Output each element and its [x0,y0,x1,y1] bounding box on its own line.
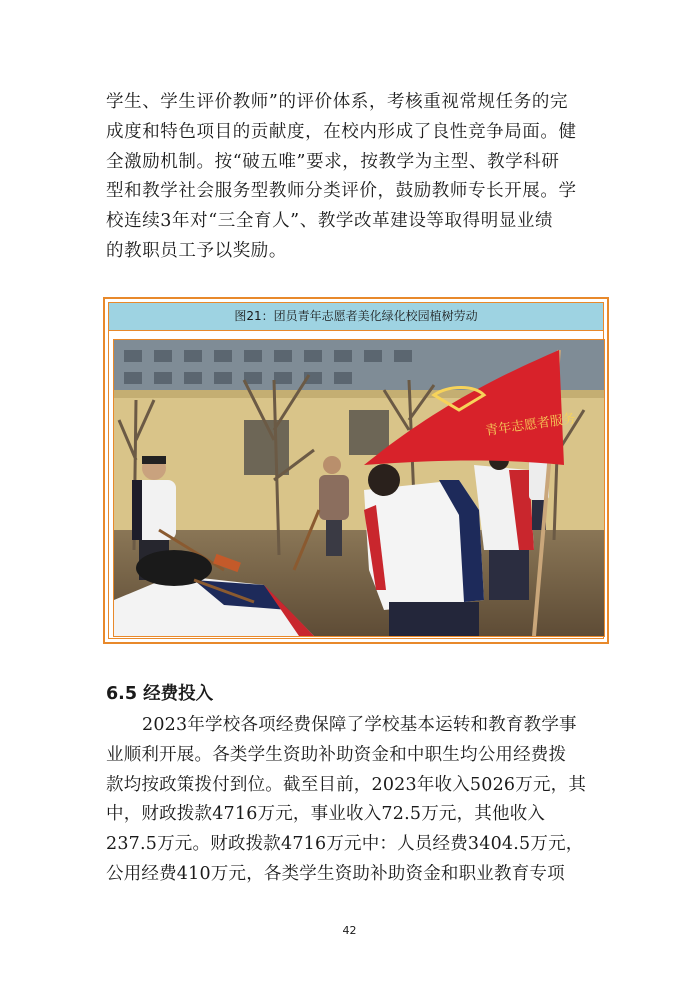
body-paragraph-1 [106,88,596,267]
text-line: 业顺利开展。各类学生资助补助资金和中职生均公用经费拨 [106,744,567,765]
flag-text: 青年志愿者服务 [484,411,577,439]
text-line: 成度和特色项目的贡献度，在校内形成了良性竞争局面。健 [106,121,577,142]
text-line: 公用经费410万元，各类学生资助补助资金和职业教育专项 [106,863,565,884]
figure-photo [113,339,605,637]
text-line: 中，财政拨款4716万元，事业收入72.5万元，其他收入 [106,804,546,825]
section-heading: 6.5 经费投入 [106,684,214,704]
tree-planting-photo [114,340,604,636]
text-line: 款均按政策拨付到位。截至目前，2023年收入5026万元，其 [106,774,587,795]
text-line: 型和教学社会服务型教师分类评价，鼓励教师专长开展。学 [106,181,577,202]
text-line: 的教职员工予以奖励。 [106,240,287,261]
page-number: 42 [342,924,357,937]
text-line: 全激励机制。按“破五唯”要求，按教学为主型、教学科研 [106,151,560,172]
text-line: 校连续3年对“三全育人”、教学改革建设等取得明显业绩 [106,211,554,232]
body-paragraph-2 [106,711,596,890]
figure-frame [103,297,609,644]
text-line: 2023年学校各项经费保障了学校基本运转和教育教学事 [142,715,577,735]
figure-caption: 图21：团员青年志愿者美化绿化校园植树劳动 [109,303,603,331]
text-line: 237.5万元。财政拨款4716万元中：人员经费3404.5万元， [106,834,584,855]
text-line: 学生、学生评价教师”的评价体系，考核重视常规任务的完 [106,92,569,112]
figure-inner-border [108,302,604,639]
